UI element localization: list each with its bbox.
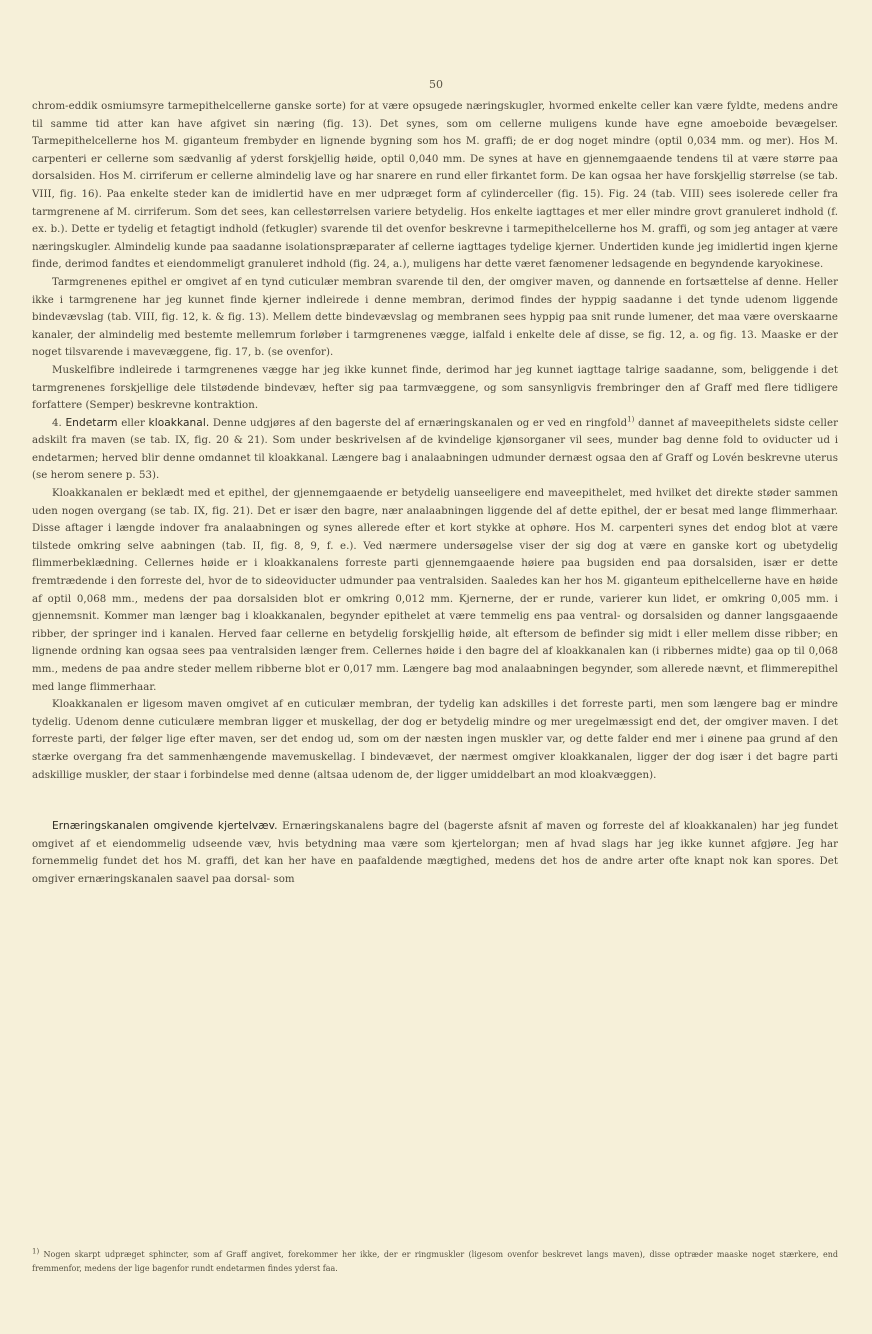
footnote-number: 1) <box>32 1247 40 1256</box>
paragraph-7-text: Ernæringskanalens bagre del (bagerste afsnit af maven og forreste del af kloakkanalen) har jeg fundet omgivet af et eiendommelig udseende væv, hvis betydning maa være som kjertelorgan; men af hvad slags har jeg ikke kunnet afgjøre. Jeg har fornemmelig fundet det hos M. graffi, det kan her have en paafaldende mægtighed, medens det hos de andre arter ofte knapt nok kan spores. Det omgiver ernæringskanalen saavel paa dorsal- som <box>32 821 838 885</box>
section-heading-endetarm: Endetarm <box>65 416 118 429</box>
paragraph-2: Tarmgrenenes epithel er omgivet af en tynd cuticulær membran svarende til den, der omgiver maven, og dannende en fortsættelse af denne. Heller ikke i tarmgrenene har jeg kunnet finde kjerner indleirede i denne membran, derimod findes der hyppig saadanne i det tynde udenom liggende bindevævslag (tab. VIII, fig. 12, k. & fig. 13). Mellem dette bindevævslag og membranen sees hyppig paa snit runde lumener, det maa være overskaarne kanaler, der almindelig med bestemte mellemrum forløber i tarmgrenenes vægge, ialfald i enkelte dele af disse, se fig. 12, a. og fig. 13. Maaske er der noget tilsvarende i mavevæggene, fig. 17, b. (se ovenfor). <box>32 276 838 359</box>
section-number: 4. <box>52 417 62 429</box>
footnote <box>32 1248 838 1276</box>
section-heading-kjertelvaev: Ernæringskanalen omgivende kjertelvæv. <box>52 820 278 833</box>
paragraph-4-text: Denne udgjøres af den bagerste del af ernæringskanalen og er ved en ringfold <box>212 417 628 429</box>
footnote-text: Nogen skarpt udpræget sphincter, som af Graff angivet, forekommer her ikke, der er ringmuskler (ligesom ovenfor beskrevet langs maven), disse optræder maaske noget stærkere, end fremmenfor, medens der lige bagenfor rundt endetarmen findes yderst faa. <box>32 1250 838 1273</box>
page-number: 50 <box>429 78 443 91</box>
paragraph-6: Kloakkanalen er ligesom maven omgivet af en cuticulær membran, der tydelig kan adskilles i det forreste parti, men som længere bag er mindre tydelig. Udenom denne cuticulære membran ligger et muskellag, der dog er betydelig mindre og mer uregelmæssigt end det, der omgiver maven. I det forreste parti, der følger lige efter maven, ser det endog ud, som om der næsten ingen muskler var, og dette falder end mer i øinene paa grund af den stærke overgang fra det sammenhængende mavemuskellag. I bindevævet, der nærmest omgiver kloakkanalen, ligger der dog især i det bagre parti adskillige muskler, der staar i forbindelse med denne (altsaa udenom de, der ligger umiddelbart an mod kloakvæggen). <box>32 699 838 781</box>
paragraph-1: chrom-eddik osmiumsyre tarmepithelcellerne ganske sorte) for at være opsugede næringskugler, hvormed enkelte celler kan være fyldte, medens andre til samme tid atter kan have afgivet sin næring (fig. 13). Det synes, som om cellerne muligens kunde have egne amoeboide bevægelser. Tarmepithelcellerne hos M. giganteum frembyder en lignende bygning som hos M. graffi; de er dog noget mindre (optil 0,034 mm. og mer). Hos M. carpenteri er cellerne som sædvanlig af yderst forskjellig høide, optil 0,040 mm. De synes at have en gjennemgaaende tendens til at være større paa dorsalsiden. Hos M. cirriferum er cellerne almindelig lave og har snarere en rund eller firkantet form. De kan ogsaa her have forskjellig størrelse (se tab. VIII, fig. 16). Paa enkelte steder kan de imidlertid have en mer udpræget form af cylinderceller (fig. 15). Fig. 24 (tab. VIII) sees isolerede celler fra tarmgrenene af M. cirriferum. Som det sees, kan cellestørrelsen variere betydelig. Hos enkelte iagttages et mer eller mindre grovt granuleret indhold (f. ex. b.). Dette er tydelig et fetagtigt indhold (fetkugler) svarende til det ovenfor beskrevne i tarmepithelcellerne hos M. graffi, og som jeg antager at være næringskugler. Almindelig kunde paa saadanne isolationspræparater af cellerne iagttages tydelige kjerner. Undertiden kunde jeg imidlertid ingen kjerne finde, derimod fandtes et eiendommeligt granuleret indhold (fig. 24, a.), muligens har dette været fænomener ledsagende en begyndende karyokinese. <box>32 101 838 271</box>
paragraph-5: Kloakkanalen er beklædt med et epithel, der gjennemgaaende er betydelig uanseeligere end maveepithelet, med hvilket det direkte støder sammen uden nogen overgang (se tab. IX, fig. 21). Det er især den bagre, nær analaabningen liggende del af dette epithel, der er besat med lange flimmerhaar. Disse aftager i længde indover fra analaabningen og synes allerede efter et kort stykke at ophøre. Hos M. carpenteri synes det endog blot at være tilstede omkring selve aabningen (tab. II, fig. 8, 9, f. e.). Ved nærmere undersøgelse viser der sig dog at være en ganske kort og ubetydelig flimmerbeklædning. Cellernes høide er i kloakkanalens forreste parti gjennemgaaende høiere paa bugsiden end paa dorsalsiden, især er dette fremtrædende i den forreste del, hvor de to sideoviducter udmunder paa ventralsiden. Saaledes kan her hos M. giganteum epithelcellerne have en høide af optil 0,068 mm., medens der paa dorsalsiden blot er omkring 0,012 mm. Kjernerne, der er runde, varierer kun lidet, er omkring 0,005 mm. i gjennemsnit. Kommer man længer bag i kloakkanalen, begynder epithelet at være temmelig ens paa ventral- og dorsalsiden og danner langsgaaende ribber, der springer ind i kanalen. Herved faar cellerne en betydelig forskjellig høide, alt eftersom de befinder sig midt i eller mellem disse ribber; en lignende ordning kan ogsaa sees paa ventralsiden længer frem. Cellernes høide i den bagre del af kloakkanalen kan (i ribbernes midte) gaa op til 0,068 mm., medens de paa andre steder mellem ribberne blot er 0,017 mm. Længere bag mod analaabningen begynder, som allerede nævnt, et flimmerepithel med lange flimmerhaar. <box>32 488 838 693</box>
paragraph-endetarm-intro <box>32 415 838 485</box>
paragraph-3: Muskelfibre indleirede i tarmgrenenes vægge har jeg ikke kunnet finde, derimod har jeg kunnet iagttage talrige saadanne, som, beliggende i det tarmgrenenes forskjellige dele tilstødende bindevæv, hefter sig paa tarmvæggene, og som sansynligvis frembringer den af Graff med flere tidligere forfattere (Semper) beskrevne kontraktion. <box>32 364 838 412</box>
section-heading-or: eller <box>121 417 145 429</box>
paragraph-kjertel <box>32 818 838 888</box>
section-gap <box>32 784 838 818</box>
section-heading-kloakkanal: kloakkanal. <box>148 416 210 429</box>
footnote-marker: 1) <box>627 415 635 424</box>
paragraph-4-continued: dannet af maveepithelets sidste celler adskilt fra maven (se tab. IX, fig. 20 & 21). Som under beskrivelsen af de kvindelige kjønsorganer vil sees, munder bag denne fold to oviducter ud i endetarmen; herved blir denne omdannet til kloakkanal. Længere bag i analaabningen udmunder dernæst ogsaa den af Graff og Lovén beskrevne uterus (se herom senere p. 53). <box>32 417 838 482</box>
body-text <box>32 98 838 889</box>
